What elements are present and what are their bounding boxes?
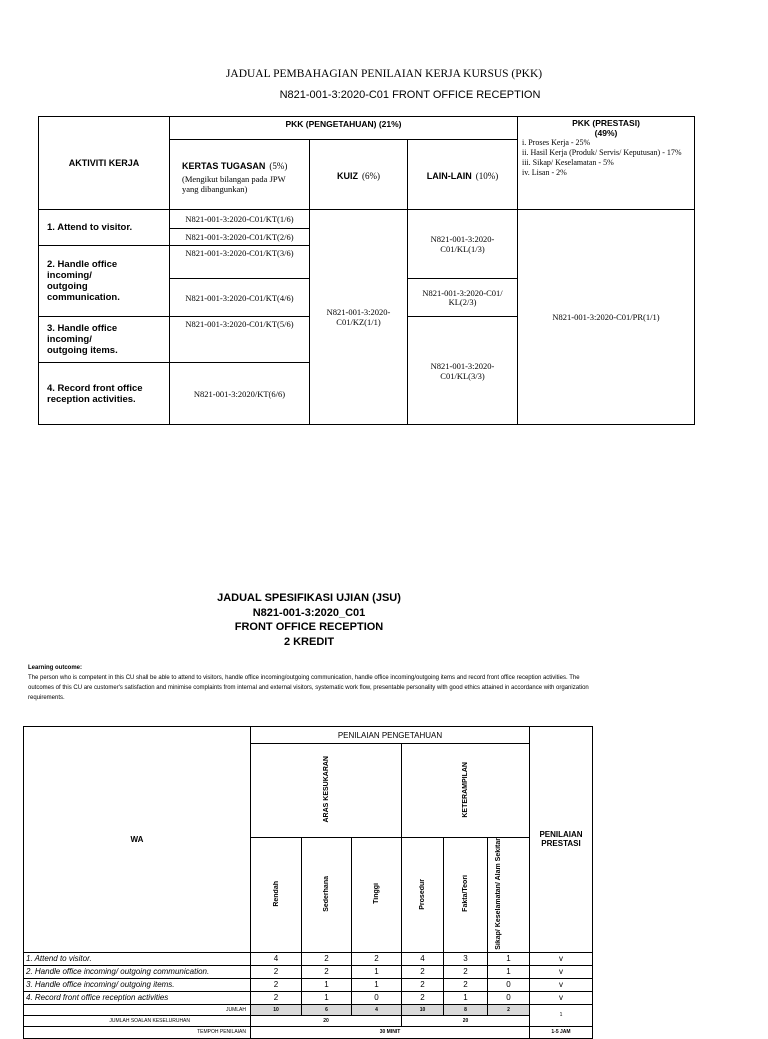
jumlah-soalan-cell: 20 [402, 1015, 530, 1026]
learning-outcome-heading: Learning outcome: [28, 665, 83, 671]
sub-header-label: Tinggi [373, 883, 380, 905]
sub-header-label: Sederhana [323, 876, 330, 912]
jumlah-soalan-row [24, 1015, 593, 1026]
keterampilan-header [402, 744, 530, 838]
kt-code: N821-001-3:2020-C01/KT(3/6) [170, 246, 310, 279]
jumlah-cell: 10 [402, 1004, 444, 1015]
lain-lain-header [408, 140, 518, 210]
cell: 1 [302, 991, 352, 1004]
prestasi-item: iv. Lisan - 2% [522, 168, 567, 177]
pkk-title: JADUAL PEMBAHAGIAN PENILAIAN KERJA KURSUS (PKK) [225, 68, 543, 80]
aras-kesukaran-header [251, 744, 402, 838]
tempoh-label: TEMPOH PENILAIAN [24, 1026, 251, 1038]
kl-code: N821-001-3:2020-C01/KL(1/3) [408, 210, 518, 279]
cell: 1 [488, 952, 530, 965]
sub-header-tinggi [352, 838, 402, 953]
activity-cell [39, 363, 170, 425]
tempoh-value: 30 MINIT [251, 1026, 530, 1038]
pkk-table [38, 116, 695, 425]
penilaian-pengetahuan-header: PENILAIAN PENGETAHUAN [251, 727, 530, 744]
tempoh-row [24, 1026, 593, 1038]
row-label: 3. Handle office incoming/ outgoing items. [24, 978, 251, 991]
sub-header-label: Rendah [272, 881, 280, 907]
cell: 0 [352, 991, 402, 1004]
kuiz-label: KUIZ [337, 170, 358, 181]
jsu-title [0, 591, 618, 649]
jsu-table [23, 726, 593, 1039]
activity-cell [39, 317, 170, 363]
row-label: 4. Record front office reception activities [24, 991, 251, 1004]
pr-code: N821-001-3:2020-C01/PR(1/1) [518, 210, 695, 425]
cell: 2 [352, 952, 402, 965]
jumlah-cell: 10 [251, 1004, 302, 1015]
penilaian-prestasi-label: PENILAIAN PRESTASI [539, 830, 583, 849]
sub-header-sikap [488, 838, 530, 953]
wa-header: WA [24, 727, 251, 953]
tempoh-prestasi: 1-5 JAM [530, 1026, 593, 1038]
prestasi-check: v [530, 965, 593, 978]
cell: 0 [488, 991, 530, 1004]
jumlah-cell: 4 [352, 1004, 402, 1015]
kt-code: N821-001-3:2020-C01/KT(2/6) [170, 229, 310, 246]
jsu-title-line: FRONT OFFICE RECEPTION [234, 621, 384, 633]
jumlah-soalan-cell: 20 [251, 1015, 402, 1026]
pkk-prestasi-header: PKK (PRESTASI) [572, 118, 640, 128]
activity-label: 4. Record front office reception activities. [47, 382, 143, 405]
kt-code: N821-001-3:2020-C01/KT(1/6) [170, 210, 310, 229]
activity-label: 3. Handle office incoming/ outgoing items. [47, 323, 118, 356]
kt-pct: (5%) [269, 160, 288, 171]
cell: 4 [402, 952, 444, 965]
cell: 2 [251, 978, 302, 991]
aktiviti-kerja-header: AKTIVITI KERJA [39, 117, 170, 210]
prestasi-item: ii. Hasil Kerja (Produk/ Servis/ Keputusan) - 17% [522, 148, 682, 157]
pkk-pengetahuan-header: PKK (PENGETAHUAN) (21%) [170, 117, 518, 140]
cell: 1 [302, 978, 352, 991]
sub-header-label: Prosedur [419, 878, 426, 910]
cell: 1 [488, 965, 530, 978]
jumlah-label: JUMLAH [24, 1004, 251, 1015]
cell: 1 [352, 978, 402, 991]
jumlah-cell: 6 [302, 1004, 352, 1015]
cell: 2 [302, 952, 352, 965]
cell: 2 [251, 991, 302, 1004]
activity-cell [39, 246, 170, 317]
prestasi-item: i. Proses Kerja - 25% [522, 138, 591, 147]
activity-cell: 1. Attend to visitor. [39, 210, 170, 246]
keterampilan-label: KETERAMPILAN [462, 761, 469, 818]
cell: 3 [444, 952, 488, 965]
kertas-tugasan-header [170, 140, 310, 210]
kt-label: KERTAS TUGASAN [182, 160, 266, 171]
jsu-title-line: 2 KREDIT [283, 635, 335, 648]
cell: 2 [444, 965, 488, 978]
row-label: 1. Attend to visitor. [24, 952, 251, 965]
cell: 1 [444, 991, 488, 1004]
ll-label: LAIN-LAIN [426, 170, 472, 181]
cell: 1 [352, 965, 402, 978]
row-label: 2. Handle office incoming/ outgoing communication. [24, 965, 251, 978]
table-row [24, 978, 593, 991]
ll-pct: (10%) [475, 170, 499, 181]
cell: 2 [402, 965, 444, 978]
jsu-title-line: JADUAL SPESIFIKASI UJIAN (JSU) [217, 592, 401, 604]
sub-header-sederhana [302, 838, 352, 953]
cell: 2 [444, 978, 488, 991]
jumlah-cell: 8 [444, 1004, 488, 1015]
jumlah-soalan-label: JUMLAH SOALAN KESELURUHAN [24, 1015, 251, 1026]
penilaian-prestasi-header [530, 727, 593, 953]
kt-code: N821-001-3:2020/KT(6/6) [170, 363, 310, 425]
pkk-prestasi-cell [518, 117, 695, 210]
cell: 0 [488, 978, 530, 991]
pkk-subtitle: N821-001-3:2020-C01 FRONT OFFICE RECEPTION [279, 89, 541, 101]
table-row [24, 991, 593, 1004]
kt-note: (Mengikut bilangan pada JPW yang dibangunkan) [182, 173, 286, 194]
jumlah-cell: 2 [488, 1004, 530, 1015]
aras-kesukaran-label: ARAS KESUKARAN [322, 756, 330, 823]
cell: 2 [302, 965, 352, 978]
sub-header-label: Fakta/Teori [462, 875, 469, 913]
kuiz-pct: (6%) [362, 170, 380, 181]
kt-code: N821-001-3:2020-C01/KT(4/6) [170, 279, 310, 317]
pkk-prestasi-pct: (49%) [594, 128, 618, 138]
kz-code: N821-001-3:2020-C01/KZ(1/1) [310, 210, 408, 425]
cell: 2 [402, 978, 444, 991]
kuiz-header [310, 140, 408, 210]
prestasi-item: iii. Sikap/ Keselamatan - 5% [522, 158, 614, 167]
prestasi-check: v [530, 978, 593, 991]
kl-code: N821-001-3:2020-C01/ KL(2/3) [408, 279, 518, 317]
prestasi-check: v [530, 991, 593, 1004]
cell: 2 [251, 965, 302, 978]
kt-code: N821-001-3:2020-C01/KT(5/6) [170, 317, 310, 363]
prestasi-total: 1 [530, 1004, 593, 1026]
activity-label: 2. Handle office incoming/ outgoing communication. [47, 259, 120, 303]
learning-outcome-text: The person who is competent in this CU shall be able to attend to visitors, handle office incoming/outgoing communication, handle office incoming/outgoing items and record front office reception activities. The outcomes of this CU are customer's satisfaction and minimise complaints from internal and external visitors, systematic work flow, presentable personality with good ethics attained in accordance with organization requirements. [28, 675, 589, 701]
kl-code: N821-001-3:2020-C01/KL(3/3) [408, 317, 518, 425]
cell: 2 [402, 991, 444, 1004]
table-row [24, 952, 593, 965]
table-row [24, 965, 593, 978]
prestasi-check: v [530, 952, 593, 965]
jumlah-row [24, 1004, 593, 1015]
sub-header-fakta-teori [444, 838, 488, 953]
sub-header-rendah [251, 838, 302, 953]
cell: 4 [251, 952, 302, 965]
sub-header-prosedur [402, 838, 444, 953]
jsu-title-line: N821-001-3:2020_C01 [252, 606, 366, 619]
sub-header-label: Sikap/ Keselamatan/ Alam Sekitar [494, 838, 502, 950]
